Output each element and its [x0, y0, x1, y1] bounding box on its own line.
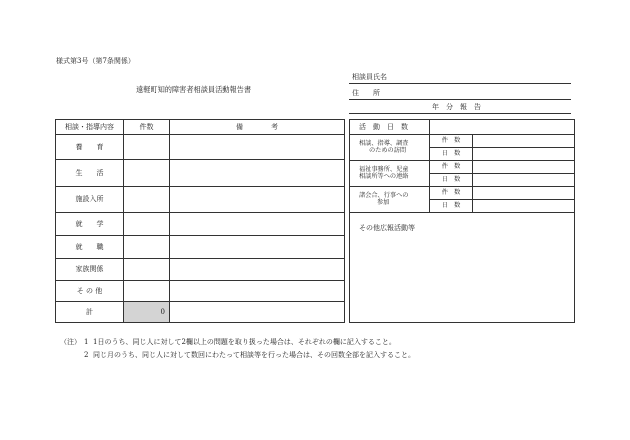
group-visit-label — [359, 140, 409, 154]
annual-report-line — [349, 113, 571, 114]
row-label-living: 生 活 — [75, 168, 104, 177]
header-count: 件数 — [139, 122, 154, 131]
annual-report-label: 年 分 報 告 — [432, 103, 481, 111]
other-pr-label: その他広報活動等 — [359, 224, 415, 232]
group-visit-line-1: 相談、指導、調査 — [359, 140, 409, 147]
activity-days-header: 活 動 日 数 — [359, 123, 408, 131]
group-liaison-label — [359, 166, 409, 180]
note-2-number: 2 — [84, 351, 89, 359]
address-line — [349, 99, 571, 100]
group-meeting-line-1: 諸会合、行事への — [359, 192, 409, 199]
group-meeting-line-2: 参加 — [377, 199, 390, 207]
row-label-other: そ の 他 — [76, 286, 103, 295]
group-meeting-count-label: 件 数 — [441, 189, 461, 197]
counselor-name-label: 相談員氏名 — [352, 73, 387, 81]
group-liaison-days-label: 日 数 — [441, 176, 461, 184]
note-2: 同じ月のうち、同じ人に対して数回にわたって相談等を行った場合は、その回数全部を記入すること。 — [93, 351, 415, 359]
header-remarks: 備 考 — [236, 122, 278, 131]
row-label-family: 家族関係 — [75, 265, 104, 273]
row-label-facility: 施設入所 — [75, 195, 104, 203]
group-visit-days-label: 日 数 — [441, 150, 461, 158]
row-label-total: 計 — [86, 307, 93, 316]
total-count-cell — [124, 302, 169, 322]
notes-label: （注） — [60, 338, 81, 346]
group-meeting-label — [359, 192, 409, 206]
row-label-employment: 就 職 — [75, 242, 104, 251]
group-liaison-count-label: 件 数 — [441, 163, 461, 171]
group-meeting-days-label: 日 数 — [441, 202, 461, 210]
note-1-number: 1 — [84, 338, 89, 346]
form-number: 様式第3号（第7条関係） — [56, 57, 135, 65]
group-liaison-line-1: 福祉事務所、児童 — [359, 166, 409, 173]
row-label-upbringing: 養 育 — [75, 142, 104, 151]
right-table — [349, 119, 575, 323]
header-content: 相談・指導内容 — [65, 122, 114, 131]
total-count-value: 0 — [160, 308, 165, 316]
group-visit-count-label: 件 数 — [441, 137, 461, 145]
note-1: 1日のうち、同じ人に対して2欄以上の問題を取り扱った場合は、それぞれの欄に記入すること。 — [93, 338, 396, 346]
address-label: 住 所 — [352, 89, 380, 97]
row-label-schooling: 就 学 — [75, 219, 104, 228]
counselor-name-line — [349, 83, 571, 84]
left-table — [55, 119, 345, 323]
form-title: 遠軽町知的障害者相談員活動報告書 — [136, 85, 252, 94]
group-liaison-line-2: 相談所等への連絡 — [359, 173, 409, 181]
group-visit-line-2: のための訪問 — [369, 147, 407, 155]
